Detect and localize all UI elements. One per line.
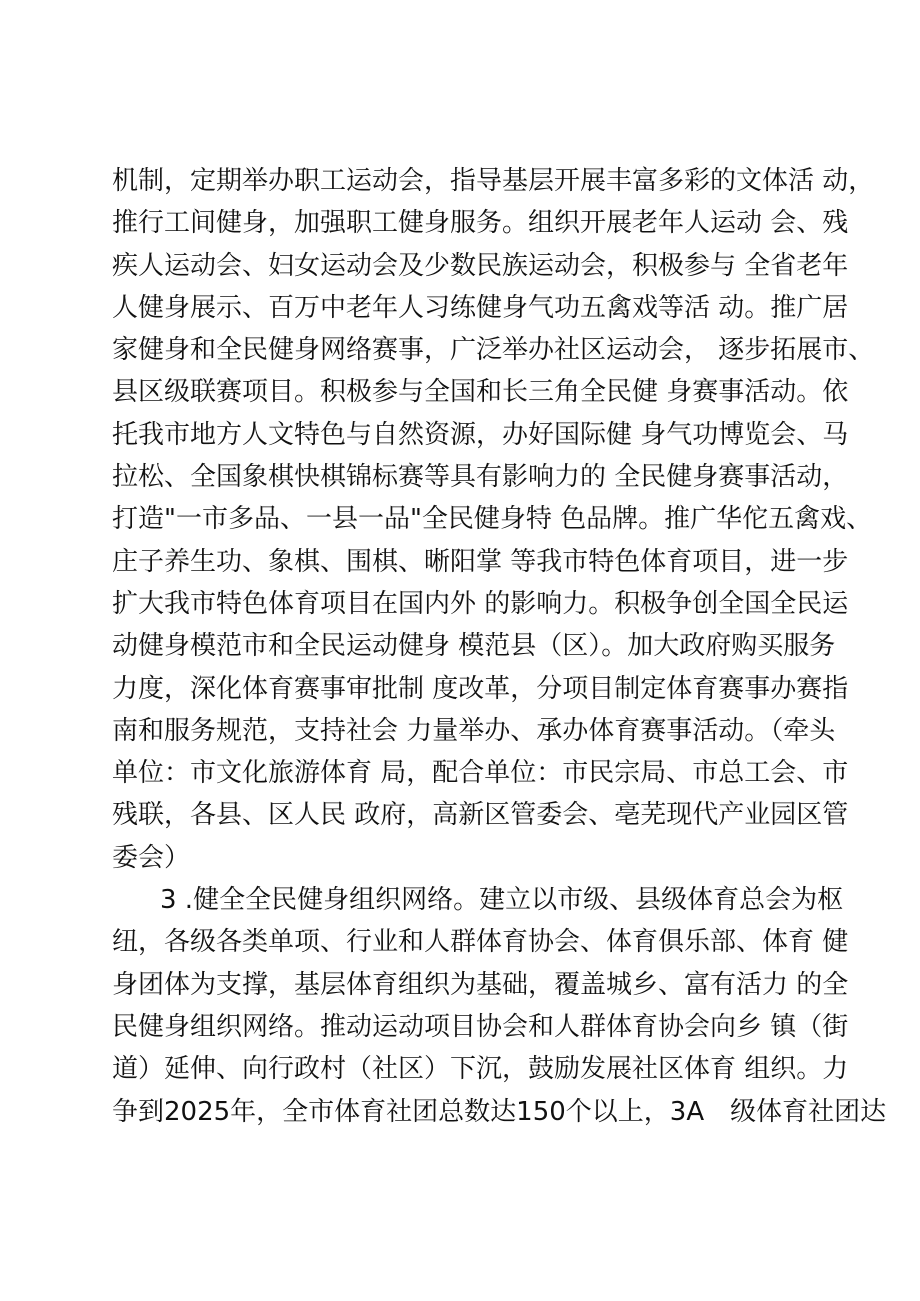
text-line: 委会） — [112, 842, 191, 873]
text-line: 力度，深化体育赛事审批制 度改革，分项目制定体育赛事办赛指 — [112, 673, 849, 704]
text-line: 动健身模范市和全民运动健身 模范县（区）。加大政府购买服务 — [112, 631, 836, 662]
text-line: 残联，各县、区人民 政府，高新区管委会、亳芜现代产业园区管 — [112, 800, 849, 831]
text-line: 南和服务规范，支持社会 力量举办、承办体育赛事活动。（牵头 — [112, 715, 836, 746]
text-line: 县区级联赛项目。积极参与全国和长三角全民健 身赛事活动。依 — [112, 377, 849, 408]
text-line: 扩大我市特色体育项目在国内外 的影响力。积极争创全国全民运 — [112, 588, 849, 619]
text-line: 机制，定期举办职工运动会，指导基层开展丰富多彩的文体活 动， — [112, 166, 875, 196]
text-line: 疾人运动会、妇女运动会及少数民族运动会，积极参与 全省老年 — [112, 250, 849, 281]
text-line: 争到2025年，全市体育社团总数达150个以上，3A 级体育社团达 — [112, 1096, 887, 1127]
text-line: 拉松、全国象棋快棋锦标赛等具有影响力的 全民健身赛事活动， — [112, 462, 849, 493]
text-line: 庄子养生功、象棋、围棋、晰阳掌 等我市特色体育项目，进一步 — [112, 546, 849, 577]
text-line: 道）延伸、向行政村（社区）下沉，鼓励发展社区体育 组织。力 — [112, 1054, 849, 1085]
text-line: 纽，各级各类单项、行业和人群体育协会、体育俱乐部、体育 健 — [112, 927, 849, 958]
text-line: 身团体为支撑，基层体育组织为基础，覆盖城乡、富有活力 的全 — [112, 969, 849, 1000]
text-line: 人健身展示、百万中老年人习练健身气功五禽戏等活 动。推广居 — [112, 292, 849, 323]
text-line: 家健身和全民健身网络赛事，广泛举办社区运动会， 逐步拓展市、 — [112, 335, 875, 366]
text-line: 民健身组织网络。推动运动项目协会和人群体育协会向乡 镇（街 — [112, 1011, 849, 1042]
paragraph-start-line: 3 .健全全民健身组织网络。建立以市级、县级体育总会为枢 — [160, 885, 844, 916]
text-line: 打造"一市多品、一县一品"全民健身特 色品牌。推广华佗五禽戏、 — [112, 504, 873, 535]
body-text — [112, 160, 887, 1133]
text-line: 推行工间健身，加强职工健身服务。组织开展老年人运动 会、残 — [112, 208, 849, 239]
text-line: 单位：市文化旅游体育 局，配合单位：市民宗局、市总工会、市 — [112, 758, 849, 789]
text-line: 托我市地方人文特色与自然资源，办好国际健 身气功博览会、马 — [112, 419, 849, 450]
